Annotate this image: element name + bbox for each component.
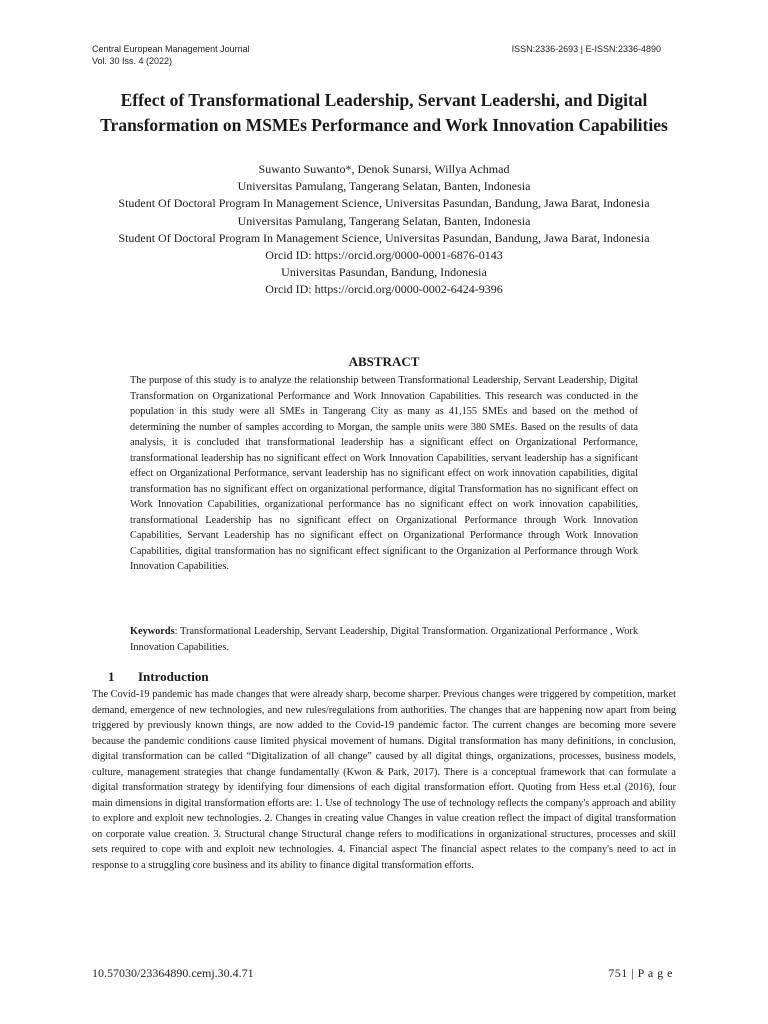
affiliation-line: Universitas Pasundan, Bandung, Indonesia (281, 265, 487, 280)
journal-name: Central European Management Journal (92, 44, 250, 54)
doi: 10.57030/23364890.cemj.30.4.71 (92, 966, 254, 980)
journal-info (92, 43, 250, 67)
running-header (92, 43, 661, 67)
keywords-label: Keywords (130, 626, 175, 637)
section-heading (108, 669, 209, 685)
affiliation-line: Universitas Pamulang, Tangerang Selatan, Banten, Indonesia (237, 179, 531, 194)
journal-volume: Vol. 30 Iss. 4 (2022) (92, 56, 173, 66)
orcid-line: Orcid ID: https://orcid.org/0000-0002-6424-9396 (265, 282, 503, 297)
page-footer (92, 965, 673, 981)
page-number: 751 | P a g e (608, 966, 673, 980)
affiliation-line: Student Of Doctoral Program In Management Science, Universitas Pasundan, Bandung, Jawa Barat, Indonesia (118, 230, 650, 245)
section-number: 1 (108, 669, 115, 684)
introduction-text: The Covid-19 pandemic has made changes that were already sharp, become sharper. Previous changes were triggered by competition, market demand, emergence of new technologies, and new rules/regulations from authorities. The changes that are happening now apart from being triggered by previously known things, are now added to the Covid-19 pandemic factor. The current changes are becoming more severe because the pandemic conditions cause limited physical movement of humans. Digital transformation has many definitions, in conclusion, digital transformation can be called “Digitalization of all change” caused by all digital things, organizations, processes, business models, culture, management strategies that change fundamentally (Kwon & Park, 2017). There is a conceptual framework that can formulate a digital transformation strategy by identifying four dimensions of each digital transformation effort. Quoting from Hess et.al (2016), four main dimensions in digital transformation efforts are: 1. Use of technology The use of technology reflects the company's approach and ability to explore and exploit new technologies. 2. Changes in creating value Changes in value creation reflect the impact of digital transformation on corporate value creation. 3. Structural change Structural change refers to modifications in organizational structures, processes and skill sets required to cope with and exploit new technologies. 4. Financial aspect The financial aspect relates to the company's need to act in response to a struggling core business and its ability to finance digital transformation efforts. (92, 689, 676, 871)
paper-title: Effect of Transformational Leadership, Servant Leadershi, and Digital Transformation on MSMEs Performance and Work Innovation Capabilities (100, 90, 668, 135)
abstract-text: The purpose of this study is to analyze the relationship between Transformational Leadership, Servant Leadership, Digital Transformation on Organizational Performance and Work Innovation Capabilities. This research was conducted in the population in this study were all SMEs in Tangerang City as many as 41,155 SMEs and based on the method of determining the number of samples according to Morgan, the sample units were 380 SMEs. Based on the results of data analysis, it is concluded that transformational leadership has a significant effect on Organizational Performance, transformational leadership has no significant effect on Work Innovation Capabilities, servant leadership has a significant effect on Organizational Performance, servant leadership has no significant effect on work innovation capabilities, digital transformation has no significant effect on organizational performance, digital Transformation has no significant effect on Work Innovation Capabilities, organizational performance has no significant effect on work innovation capabilities, transformational Leadership has no significant effect on Organizational Performance through Work Innovation Capabilities, Servant Leadership has no significant effect on Organizational Performance through Work Innovation Capabilities, digital transformation has no significant effect significant to the Organization al Performance through Work Innovation Capabilities. (130, 375, 638, 572)
section-title: Introduction (138, 669, 209, 684)
keywords (130, 624, 638, 655)
affiliation-line: Universitas Pamulang, Tangerang Selatan, Banten, Indonesia (237, 213, 531, 228)
abstract-heading: ABSTRACT (348, 354, 420, 369)
author-names: Suwanto Suwanto*, Denok Sunarsi, Willya Achmad (258, 162, 510, 176)
keywords-text: : Transformational Leadership, Servant Leadership, Digital Transformation. Organizational Performance , Work Innovation Capabilities. (130, 626, 638, 653)
orcid-line: Orcid ID: https://orcid.org/0000-0001-6876-0143 (265, 248, 503, 263)
author-affiliations (100, 161, 668, 299)
issn: ISSN:2336-2693 | E-ISSN:2336-4890 (511, 44, 661, 54)
affiliation-line: Student Of Doctoral Program In Management Science, Universitas Pasundan, Bandung, Jawa Barat, Indonesia (118, 196, 650, 211)
